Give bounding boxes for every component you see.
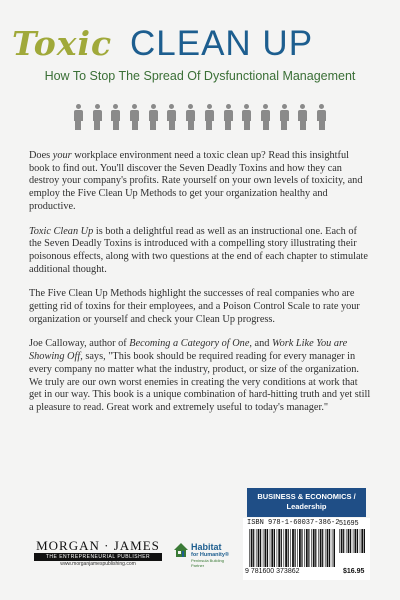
price-code: 51695 [339,520,359,527]
title-toxic: Toxic [12,24,113,63]
publisher-logo [34,538,162,568]
publisher-tagline: THE ENTREPRENEURIAL PUBLISHER [34,553,162,561]
person-icon [203,104,215,130]
description-paragraph: Does your workplace environment need a toxic clean up? Read this insightful book to find out. You'll discover the Seven Deadly Toxins and how they can destroy your company's profits. Rate yourself on your own levels of toxicity, and employ the Five Clean Up Methods to get your organization healthy and productive. [29,150,363,212]
category-line-2: Leadership [286,502,327,511]
person-icon [185,104,197,130]
price: $16.95 [343,568,365,575]
person-icon [241,104,253,130]
people-icons-row [69,104,331,130]
italic-run: Work Like You are Showing Off [29,338,348,363]
person-icon [297,104,309,130]
isbn-text: ISBN 978-1-60037-386-2 [247,519,340,527]
habitat-house-icon [173,542,189,558]
person-icon [278,104,290,130]
person-icon [91,104,103,130]
person-icon [260,104,272,130]
category-line-1: BUSINESS & ECONOMICS / [257,492,356,501]
title-clean-up: CLEAN UP [130,24,314,63]
habitat-name: Habitat [191,542,222,552]
person-icon [222,104,234,130]
barcode-digits: 9 781600 373862 [245,568,300,575]
person-icon [147,104,159,130]
habitat-logo [173,542,233,570]
category-label [247,488,366,517]
description-paragraph: Toxic Clean Up is both a delightful read as well as an instructional one. Each of the Seven Deadly Toxins is introduced with a compelling story illustrating their poisonous effects, along with two questions at the end of each chapter to stimulate additional thought. [29,225,368,275]
person-icon [166,104,178,130]
italic-run: Becoming a Category of One [129,338,250,350]
book-title [0,20,400,66]
publisher-name: MORGAN · JAMES [36,538,160,553]
italic-run: Toxic Clean Up [29,225,94,237]
person-icon [129,104,141,130]
publisher-url: www.morganjamespublishing.com [60,561,136,567]
person-icon [72,104,84,130]
book-subtitle: How To Stop The Spread Of Dysfunctional Management [44,69,356,83]
italic-run: your [52,150,72,161]
barcode-box [243,518,370,580]
description-paragraph: Joe Calloway, author of Becoming a Category of One, and Work Like You are Showing Off, says, "This book should be required reading for every manager in every company no matter what the industry, product, or size of the organization. We truly are our own worst enemies in creating the very conditions at work that get in our way. This book is a unique combination of hard-hitting truth and yet still a pleasure to read. Great work and extremely useful to today's manager." [29,338,371,413]
description-paragraph: The Five Clean Up Methods highlight the successes of real companies who are getting rid of toxins for their employees, and a Poison Control Scale to rate your organization or yourself and check your Clean Up progress. [29,288,360,325]
price-barcode-icon [339,529,365,553]
person-icon [316,104,328,130]
person-icon [110,104,122,130]
habitat-sub: for Humanity® [191,552,229,558]
back-cover-description [29,150,371,427]
barcode-icon [249,529,335,567]
habitat-note: Peninsula Building Partner [191,558,224,568]
